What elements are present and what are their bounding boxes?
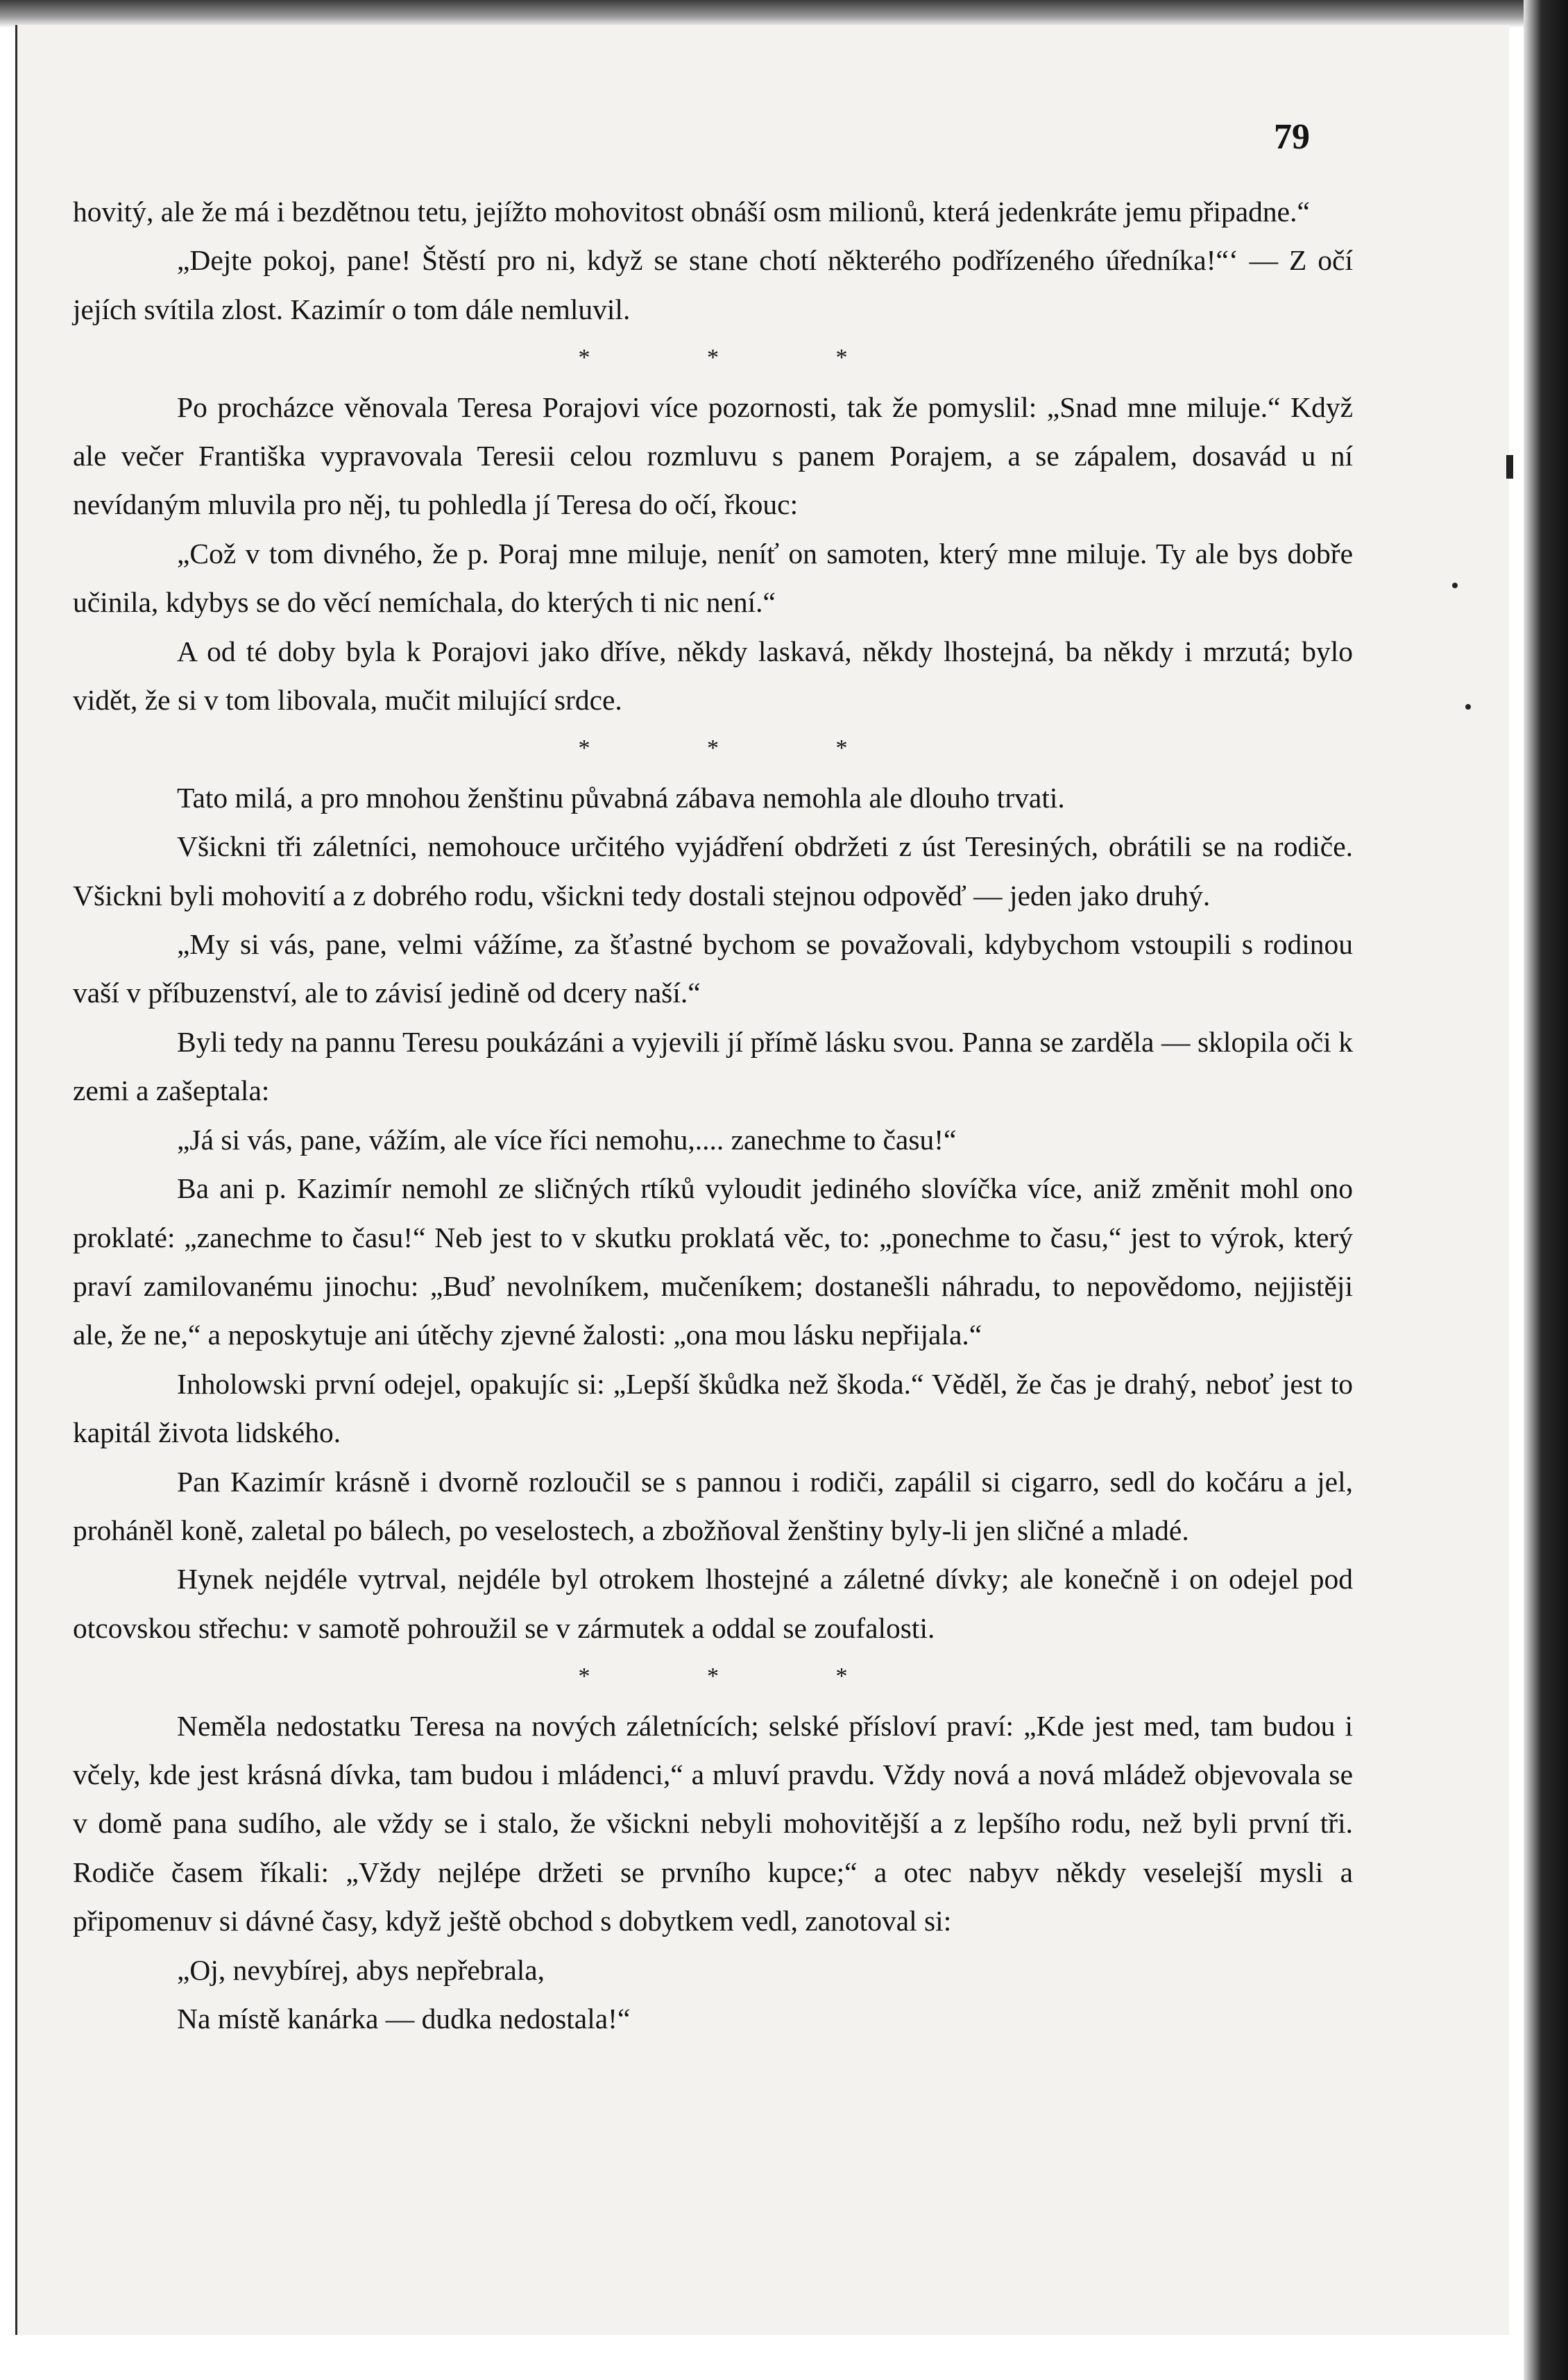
- scan-speck: [1452, 583, 1458, 588]
- page-number: 79: [1274, 117, 1310, 157]
- paragraph: „Dejte pokoj, pane! Štěstí pro ni, když se stane chotí některého podřízeného úředníka!“‘ — Z očí jejích svítila zlost. Kazimír o tom dále nemluvil.: [73, 244, 1353, 325]
- section-break: * * *: [578, 1663, 903, 1690]
- paragraph: Ba ani p. Kazimír nemohl ze sličných rtíků vyloudit jediného slovíčka více, aniž změnit mohl ono proklaté: „zanechme to času!“ Neb jest to v skutku proklatá věc, to: „ponechme to času,“ jest to výrok, který praví zamilovanému jinochu: „Buď nevolníkem, mučeníkem; dostanešli náhradu, to nepovědomo, nejjistěji ale, že ne,“ a neposkytuje ani útěchy zjevné žalosti: „ona mou lásku nepřijala.“: [73, 1172, 1353, 1351]
- paragraph: „Což v tom divného, že p. Poraj mne miluje, neníť on samoten, který mne miluje. Ty ale bys dobře učinila, kdybys se do věcí nemíchala, do kterých ti nic není.“: [73, 537, 1353, 619]
- paragraph: Byli tedy na pannu Teresu poukázáni a vyjevili jí přímě lásku svou. Panna se zarděla — sklopila oči k zemi a zašeptala:: [73, 1025, 1353, 1107]
- paragraph: Neměla nedostatku Teresa na nových záletnících; selské přísloví praví: „Kde jest med, tam budou i včely, kde jest krásná dívka, tam budou i mládenci,“ a mluví pravdu. Vždy nová a nová mládež objevovala se v domě pana sudího, ale vždy se i stalo, že všickni nebyli mohovitější a z lepšího rodu, než byli první tři. Rodiče časem říkali: „Vždy nejlépe držeti se prvního kupce;“ a otec nabyv někdy veselejší mysli a připomenuv si dávné časy, když ještě obchod s dobytkem vedl, zanotoval si:: [73, 1709, 1353, 1937]
- section-break: * * *: [578, 735, 903, 762]
- paragraph: Po procházce věnovala Teresa Porajovi více pozornosti, tak že pomyslil: „Snad mne miluje.“ Když ale večer Františka vypravovala Teresii celou rozmluvu s panem Porajem, a se zápalem, dosavád u ní nevídaným mluvila pro něj, tu pohledla jí Teresa do očí, řkouc:: [73, 391, 1353, 521]
- scan-right-edge: [1524, 0, 1568, 2380]
- paragraph: A od té doby byla k Porajovi jako dříve, někdy laskavá, někdy lhostejná, ba někdy i mrzutá; bylo vidět, že si v tom libovala, mučit milující srdce.: [73, 635, 1353, 717]
- paragraph: Tato milá, a pro mnohou ženštinu půvabná zábava nemohla ale dlouho trvati.: [177, 781, 1065, 814]
- paragraph: Pan Kazimír krásně i dvorně rozloučil se s pannou i rodiči, zapálil si cigarro, sedl do kočáru a jel, proháněl koně, zaletal po bálech, po veselostech, a zbožňoval ženštiny byly-li jen sličné a mladé.: [73, 1465, 1353, 1546]
- paragraph: hovitý, ale že má i bezdětnou tetu, jejížto mohovitost obnáší osm milionů, která jedenkráte jemu připadne.“: [73, 196, 1310, 228]
- paragraph: „My si vás, pane, velmi vážíme, za šťastné bychom se považovali, kdybychom vstoupili s rodinou vaší v příbuzenství, ale to závisí jedině od dcery naší.“: [73, 928, 1353, 1009]
- paragraph: Hynek nejdéle vytrval, nejdéle byl otrokem lhostejné a záletné dívky; ale konečně i on odejel pod otcovskou střechu: v samotě pohroužil se v zármutek a oddal se zoufalosti.: [73, 1563, 1353, 1644]
- scan-speck: [1506, 455, 1513, 479]
- paragraph: „Já si vás, pane, vážím, ale více říci nemohu,.... zanechme to času!“: [177, 1123, 957, 1156]
- verse-line: Na místě kanárka — dudka nedostala!“: [177, 2002, 631, 2035]
- verse-line: „Oj, nevybírej, abys nepřebrala,: [177, 1953, 545, 1986]
- paragraph: Všickni tři záletníci, nemohouce určitého vyjádření obdržeti z úst Teresiných, obrátili se na rodiče. Všickni byli mohovití a z dobrého rodu, všickni tedy dostali stejnou odpověď — jeden jako druhý.: [73, 830, 1353, 911]
- paragraph: Inholowski první odejel, opakujíc si: „Lepší škůdka než škoda.“ Věděl, že čas je drahý, neboť jest to kapitál života lidského.: [73, 1367, 1353, 1449]
- scan-speck: [1465, 704, 1471, 710]
- scan-top-edge: [0, 0, 1568, 28]
- body-text: [73, 187, 1353, 2043]
- section-break: * * *: [578, 345, 903, 371]
